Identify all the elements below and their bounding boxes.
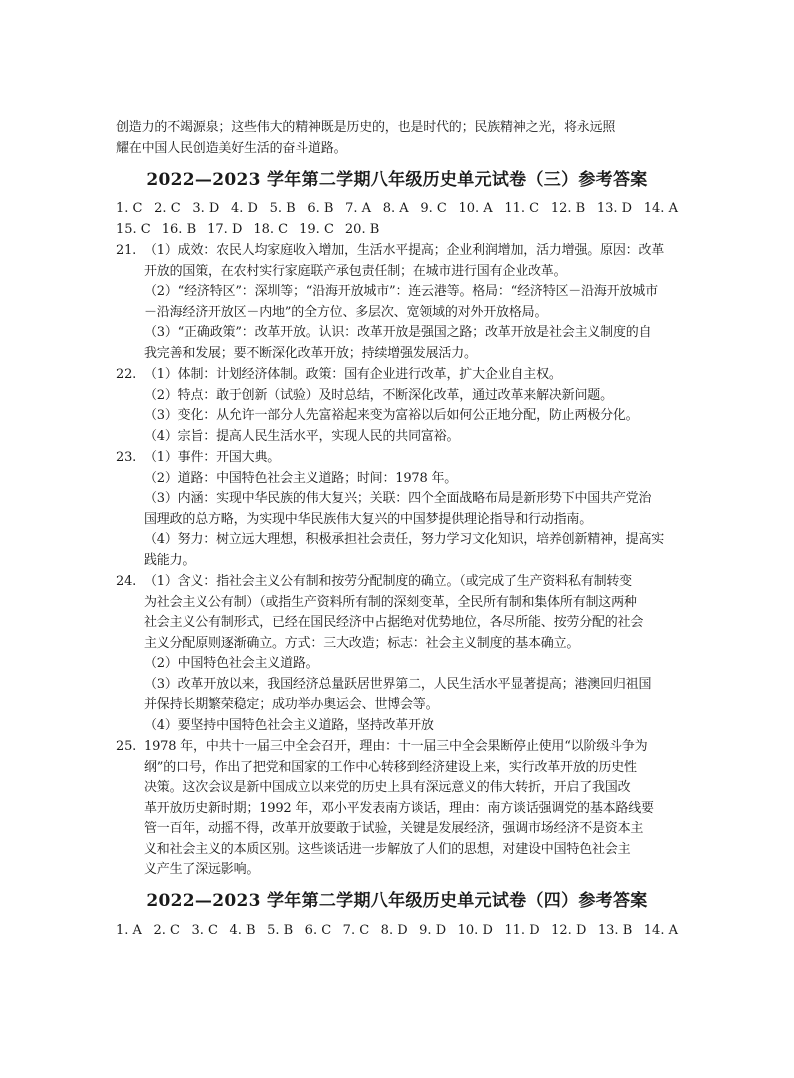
answer-item: 13. D <box>596 201 633 216</box>
answer-line <box>116 572 678 593</box>
answer-text: （3）改革开放以来，我国经济总量跃居世界第二，人民生活水平显著提高；港澳回归祖国 <box>144 676 652 692</box>
answer-item: 14. A <box>643 922 678 938</box>
answer-text: 开放的国策，在农村实行家庭联产承包责任制；在城市进行国有企业改革。 <box>144 263 567 279</box>
answer-line <box>144 510 678 531</box>
answer-item: 10. D <box>457 922 493 938</box>
answer-item: 8. D <box>380 922 408 938</box>
answer-text: （3）变化：从允许一部分人先富裕起来变为富裕以后如何公正地分配，防止两极分化。 <box>144 408 639 423</box>
answer-line <box>144 344 678 365</box>
answer-text: 并保持长期繁荣稳定；成功举办奥运会、世博会等。 <box>144 697 439 712</box>
section4-answer-row-1 <box>116 921 678 942</box>
answer-text: 1978 年，中共十一届三中全会召开，理由：十一届三中全会果断停止使用“以阶级斗争为 <box>144 739 648 754</box>
answer-line <box>116 737 678 758</box>
question-number: 25. <box>116 739 137 754</box>
answer-item: 10. A <box>458 201 493 216</box>
answer-line <box>144 469 678 490</box>
answer-text: （1）成效：农民人均家庭收入增加，生活水平提高；企业利润增加，活力增强。原因：改革 <box>144 243 665 258</box>
answer-line <box>144 613 678 634</box>
answer-item: 16. B <box>161 221 197 237</box>
question-block <box>116 737 678 881</box>
answer-item: 6. C <box>304 922 332 938</box>
answer-item: 12. D <box>551 922 587 938</box>
answer-line <box>144 860 678 881</box>
answer-line <box>116 365 678 386</box>
question-number: 21. <box>116 243 137 258</box>
answer-item: 11. C <box>504 201 540 216</box>
question-number: 22. <box>116 367 137 382</box>
answer-item: 8. A <box>382 201 409 216</box>
answer-line <box>144 262 678 283</box>
answer-item: 7. A <box>345 201 372 216</box>
answer-text: （4）宗旨：提高人民生活水平，实现人民的共同富裕。 <box>144 428 460 444</box>
answer-line <box>144 634 678 655</box>
answer-item: 9. C <box>420 201 447 216</box>
question-block <box>116 241 678 364</box>
answer-item: 3. C <box>191 922 218 938</box>
answer-text: 管一百年，动摇不得，改革开放要敢于试验，关键是发展经济，强调市场经济不是资本主 <box>144 821 644 836</box>
answer-line <box>144 406 678 427</box>
answer-line <box>144 427 678 448</box>
intro-paragraph <box>116 118 678 159</box>
answer-text: （3）“正确政策”：改革开放。认识：改革开放是强国之路；改革开放是社会主义制度的自 <box>144 325 652 340</box>
section3-answer-row-2 <box>116 220 678 241</box>
answer-item: 1. A <box>116 922 142 938</box>
answer-text: （2）特点：敢于创新（试验）及时总结，不断深化改革，通过改革来解决新问题。 <box>144 387 613 403</box>
answer-item: 14. A <box>643 201 678 216</box>
answer-line <box>144 489 678 510</box>
section3-questions <box>116 241 678 881</box>
answer-line <box>144 840 678 861</box>
answer-text: 革开放历史新时期；1992 年，邓小平发表南方谈话，理由：南方谈话强调党的基本路线要 <box>144 800 654 816</box>
answer-line <box>144 819 678 840</box>
answer-text: 义产生了深远影响。 <box>144 862 260 877</box>
answer-text: （4）努力：树立远大理想，积极承担社会责任，努力学习文化知识，培养创新精神，提高实 <box>144 532 665 547</box>
answer-line <box>144 303 678 324</box>
section3-answer-row-1 <box>116 199 678 220</box>
answer-text: （1）含义：指社会主义公有制和按劳分配制度的确立。（或完成了生产资料私有制转变 <box>144 574 632 589</box>
answer-line <box>144 551 678 572</box>
answer-text: （2）“经济特区”：深圳等；“沿海开放城市”：连云港等。格局：“经济特区－沿海开放城市 <box>144 284 658 299</box>
answer-text: 决策。这次会议是新中国成立以来党的历史上具有深远意义的伟大转折，开启了我国改 <box>144 780 631 795</box>
question-number: 23. <box>116 450 137 465</box>
answer-item: 9. D <box>419 922 447 938</box>
answer-item: 2. C <box>154 201 181 216</box>
answer-item: 6. B <box>307 201 334 216</box>
answer-line <box>144 778 678 799</box>
answer-item: 12. B <box>550 201 586 216</box>
answer-text: （4）要坚持中国特色社会主义道路，坚持改革开放 <box>144 717 434 733</box>
section4-title: 2022—2023 学年第二学期八年级历史单元试卷（四）参考答案 <box>146 890 648 911</box>
intro-line: 创造力的不竭源泉；这些伟大的精神既是历史的，也是时代的；民族精神之光，将永远照 <box>116 120 616 135</box>
answer-item: 13. B <box>597 922 633 938</box>
answer-item: 19. C <box>299 221 334 237</box>
answer-line <box>144 675 678 696</box>
answer-item: 3. D <box>192 201 220 216</box>
question-number: 24. <box>116 574 137 589</box>
answer-line <box>144 386 678 407</box>
answer-line <box>144 593 678 614</box>
answer-text: （1）体制：计划经济体制。政策：国有企业进行改革，扩大企业自主权。 <box>144 367 562 382</box>
answer-line <box>144 716 678 737</box>
answer-item: 4. D <box>230 201 258 216</box>
answer-line <box>144 323 678 344</box>
answer-line <box>144 654 678 675</box>
answer-item: 2. C <box>153 922 180 938</box>
answer-line <box>144 799 678 820</box>
answer-item: 20. B <box>344 221 380 237</box>
answer-text: 为社会主义公有制）（或指生产资料所有制的深刻变革，全民所有制和集体所有制这两种 <box>144 594 637 610</box>
answer-item: 11. D <box>504 922 540 938</box>
answer-text: 国理政的总方略，为实现中华民族伟大复兴的中国梦提供理论指导和行动指南。 <box>144 511 593 527</box>
answer-text: 纲”的口号，作出了把党和国家的工作中心转移到经济建设上来，实行改革开放的历史性 <box>144 759 637 775</box>
answer-line <box>144 695 678 716</box>
answer-line <box>144 758 678 779</box>
answer-item: 15. C <box>116 221 151 237</box>
intro-line: 耀在中国人民创造美好生活的奋斗道路。 <box>116 140 347 156</box>
answer-text: 我完善和发展；要不断深化改革开放；持续增强发展活力。 <box>144 345 477 361</box>
question-block <box>116 365 678 447</box>
answer-item: 5. B <box>269 201 296 216</box>
question-block <box>116 448 678 571</box>
answer-text: 义和社会主义的本质区别。这些谈话进一步解放了人们的思想，对建设中国特色社会主 <box>144 841 631 857</box>
answer-text: 社会主义公有制形式，已经在国民经济中占据绝对优势地位，各尽所能、按劳分配的社会 <box>144 615 644 630</box>
answer-line <box>116 241 678 262</box>
answer-line <box>144 282 678 303</box>
answer-text: 践能力。 <box>144 552 196 568</box>
answer-text: －沿海经济开放区－内地”的全方位、多层次、宽领域的对外开放格局。 <box>144 304 548 320</box>
answer-text: 主义分配原则逐渐确立。方式：三大改造；标志：社会主义制度的基本确立。 <box>144 635 580 651</box>
answer-item: 17. D <box>207 221 243 237</box>
answer-item: 4. B <box>229 922 256 938</box>
answer-text: （2）道路：中国特色社会主义道路；时间：1978 年。 <box>144 470 458 486</box>
answer-item: 18. C <box>253 221 289 237</box>
question-block <box>116 572 678 736</box>
answer-text: （1）事件：开国大典。 <box>144 450 281 465</box>
answer-line <box>116 448 678 469</box>
section3-title: 2022—2023 学年第二学期八年级历史单元试卷（三）参考答案 <box>146 170 648 190</box>
document-content <box>116 118 678 941</box>
answer-text: （2）中国特色社会主义道路。 <box>144 656 319 671</box>
answer-line <box>144 530 678 551</box>
answer-item: 1. C <box>116 201 143 216</box>
answer-item: 7. C <box>342 922 370 938</box>
answer-text: （3）内涵：实现中华民族的伟大复兴；关联：四个全面战略布局是新形势下中国共产党治 <box>144 491 652 506</box>
answer-item: 5. B <box>267 922 294 938</box>
